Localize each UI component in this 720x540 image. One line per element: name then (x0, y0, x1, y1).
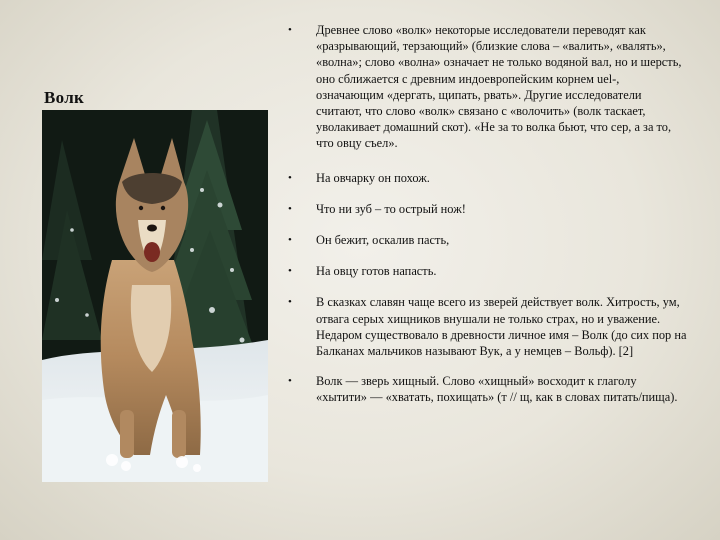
bullet-text: Что ни зуб – то острый нож! (316, 201, 466, 216)
bullet-marker: • (288, 375, 292, 388)
bullet-text: В сказках славян чаще всего из зверей действует волк. Хитрость, ум, отвага серых хищников внушали не только страх, но и уважение. Недаром существовало в древности личное имя – Волк (до сих пор на Балканах мальчиков называют Вук, а у немцев – Вольф). [2] (316, 295, 687, 359)
bullet-marker: • (288, 202, 292, 215)
bullet-item (287, 373, 687, 405)
bullet-item (287, 232, 687, 248)
bullet-item (287, 170, 687, 186)
bullet-item (287, 201, 687, 217)
slide-title: Волк (44, 88, 85, 107)
bullet-item (287, 294, 687, 359)
bullet-text: Волк — зверь хищный. Слово «хищный» восходит к глаголу «хытити» — «хватать, похищать» (т // щ, как в словах питать/пища). (316, 374, 678, 405)
bullet-text: На овчарку он похож. (316, 170, 430, 185)
bullet-text: Древнее слово «волк» некоторые исследователи переводят как «разрывающий, терзающий» (близкие слова – «валить», «валять», «волна»; слово «волна» означает не только водяной вал, но и шерсть, оно сближается с древним индоевропейским корнем uel-, означающим «дергать, щипать, рвать». Другие исследователи считают, что слово «волк» связано с «волочить» (волк таскает, уволакивает домашний скот). «Не за то волка бьют, что сер, а за то, что овцу съел». (316, 23, 682, 151)
bullet-item (287, 263, 687, 279)
bullet-marker: • (288, 265, 292, 278)
bullet-text: На овцу готов напасть. (316, 264, 437, 279)
bullet-marker: • (288, 296, 292, 309)
bullet-list (287, 22, 687, 406)
bullet-marker: • (288, 171, 292, 184)
bullet-text: Он бежит, оскалив пасть, (316, 233, 450, 248)
wolf-photo (42, 110, 268, 482)
bullet-marker: • (288, 24, 292, 36)
bullet-item (287, 22, 687, 152)
bullet-marker: • (288, 234, 292, 247)
